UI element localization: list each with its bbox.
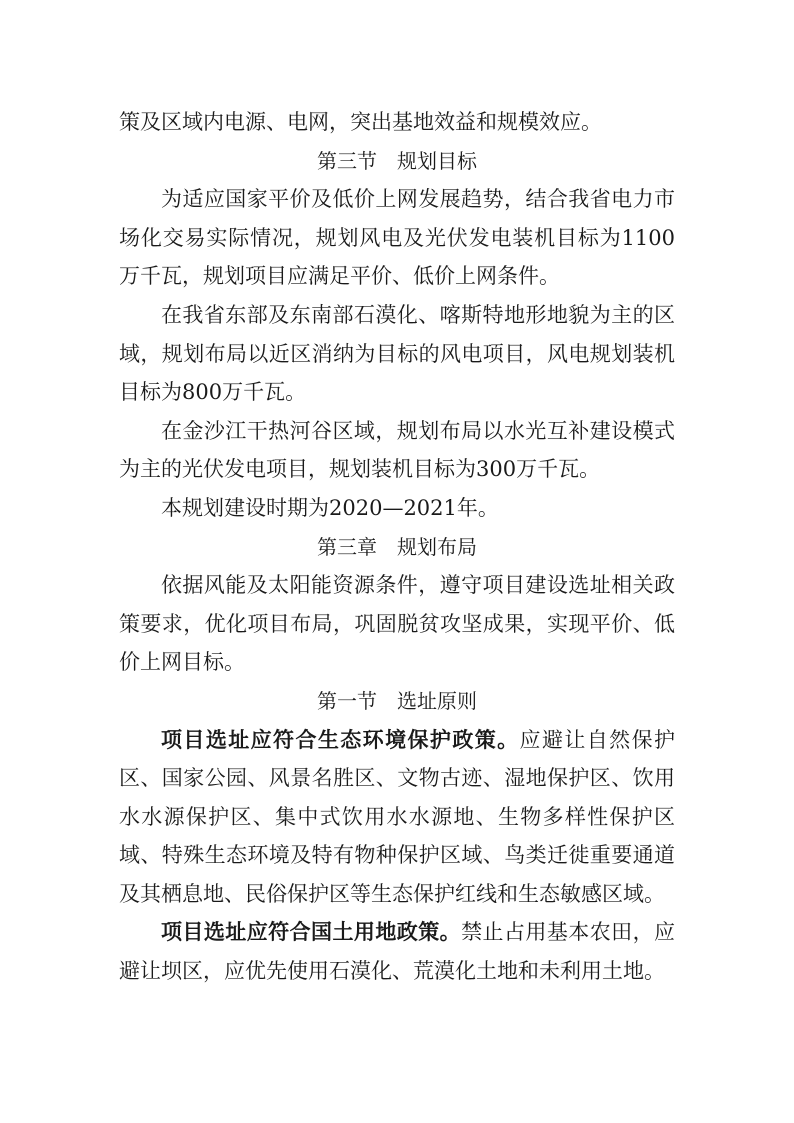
section-title: 选址原则 — [397, 688, 477, 713]
paragraph-goal-wind: 在我省东部及东南部石漠化、喀斯特地形地貌为主的区域，规划布局以近区消纳为目标的风电项目，风电规划装机目标为800万千瓦。 — [119, 302, 675, 405]
principle-lead: 项目选址应符合国土用地政策。 — [161, 919, 462, 945]
section-title: 规划目标 — [397, 148, 477, 173]
paragraph-goal-period: 本规划建设时期为2020—2021年。 — [161, 495, 499, 520]
section-label: 第一节 — [317, 688, 377, 713]
principle-lead: 项目选址应符合生态环境保护政策。 — [161, 726, 520, 752]
paragraph-goal-overall: 为适应国家平价及低价上网发展趋势，结合我省电力市场化交易实际情况，规划风电及光伏发电装机目标为1100万千瓦，规划项目应满足平价、低价上网条件。 — [119, 187, 675, 289]
principle-text: 应避让自然保护区、国家公园、风景名胜区、文物古迹、湿地保护区、饮用水水源保护区、集中式饮用水水源地、生物多样性保护区域、特殊生态环境及特有物种保护区域、鸟类迁徙重要通道及其栖息地、民俗保护区等生态保护红线和生态敏感区域。 — [119, 727, 676, 906]
paragraph-principle-land — [119, 913, 675, 990]
section-label: 第三节 — [317, 148, 377, 173]
chapter-heading-layout — [119, 528, 675, 567]
paragraph-continuation: 策及区域内电源、电网，突出基地效益和规模效应。 — [119, 110, 602, 134]
principle-text: 禁止占用基本农田，应避让坝区，应优先使用石漠化、荒漠化土地和未利用土地。 — [119, 920, 676, 984]
chapter-label: 第三章 — [317, 534, 377, 559]
paragraph-layout-intro: 依据风能及太阳能资源条件，遵守项目建设选址相关政策要求，优化项目布局，巩固脱贫攻坚成果，实现平价、低价上网目标。 — [119, 573, 675, 675]
section-heading-goals — [119, 142, 675, 181]
paragraph-principle-ecology — [119, 721, 675, 914]
paragraph-goal-solar: 在金沙江干热河谷区域，规划布局以水光互补建设模式为主的光伏发电项目，规划装机目标为300万千瓦。 — [119, 418, 675, 482]
section-heading-site-principles — [119, 682, 675, 721]
chapter-title: 规划布局 — [397, 534, 477, 559]
document-page — [119, 103, 675, 991]
